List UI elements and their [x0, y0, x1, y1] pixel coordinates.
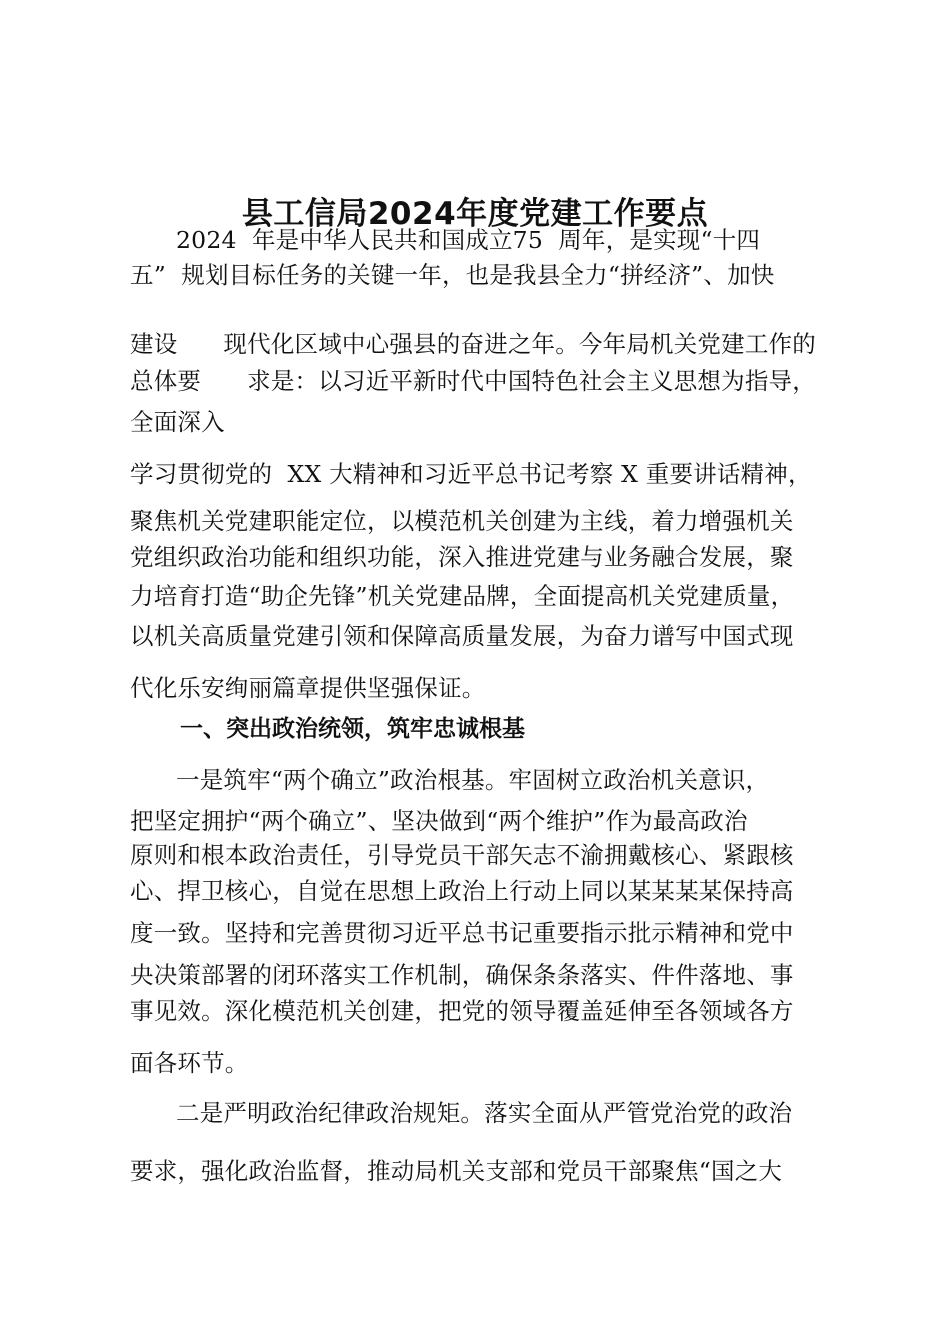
intro-line-5: 全面深入	[130, 408, 225, 436]
section1-para2-line-2: 要求，强化政治监督，推动局机关支部和党员干部聚焦“国之大	[130, 1157, 783, 1185]
section1-para2-line-1: 二是严明政治纪律政治规矩。落实全面从严管党治党的政治	[130, 1099, 793, 1127]
section1-para1-line-3: 原则和根本政治责任，引导党员干部矢志不渝拥戴核心、紧跟核	[130, 841, 794, 869]
section1-para1-line-8: 面各环节。	[130, 1049, 249, 1077]
intro-continued-line-1: 学习贯彻党的 XX 大精神和习近平总书记考察 X 重要讲话精神，	[130, 460, 812, 488]
intro-continued-line-3: 党组织政治功能和组织功能，深入推进党建与业务融合发展，聚	[130, 543, 794, 571]
section1-para1-line-6: 央决策部署的闭环落实工作机制，确保条条落实、件件落地、事	[130, 961, 794, 989]
section1-para1-line-1: 一是筑牢“两个确立”政治根基。牢固树立政治机关意识，	[130, 766, 770, 794]
section1-para1-line-5: 度一致。坚持和完善贯彻习近平总书记重要指示批示精神和党中	[130, 919, 794, 947]
intro-continued-line-6: 代化乐安绚丽篇章提供坚强保证。	[130, 674, 486, 702]
intro-line-3: 建设 现代化区域中心强县的奋进之年。今年局机关党建工作的	[130, 330, 816, 358]
intro-line-1: 2024 年是中华人民共和国成立75 周年，是实现“十四	[130, 226, 761, 254]
section1-para1-line-7: 事见效。深化模范机关创建，把党的领导覆盖延伸至各领域各方	[130, 997, 794, 1025]
document-title: 县工信局2024年度党建工作要点	[241, 196, 709, 232]
section1-para1-line-4: 心、捍卫核心，自觉在思想上政治上行动上同以某某某某保持高	[130, 877, 794, 905]
section1-para1-line-2: 把坚定拥护“两个确立”、坚决做到“两个维护”作为最高政治	[130, 807, 748, 835]
section-heading-1: 一、突出政治统领，筑牢忠诚根基	[180, 716, 525, 742]
intro-line-2: 五” 规划目标任务的关键一年，也是我县全力“拼经济”、加快	[130, 261, 775, 289]
intro-continued-line-4: 力培育打造“助企先锋”机关党建品牌，全面提高机关党建质量，	[130, 582, 795, 610]
intro-continued-line-2: 聚焦机关党建职能定位，以模范机关创建为主线，着力增强机关	[130, 507, 794, 535]
intro-continued-line-5: 以机关高质量党建引领和保障高质量发展，为奋力谱写中国式现	[130, 622, 794, 650]
intro-line-4: 总体要 求是：以习近平新时代中国特色社会主义思想为指导，	[130, 367, 816, 395]
